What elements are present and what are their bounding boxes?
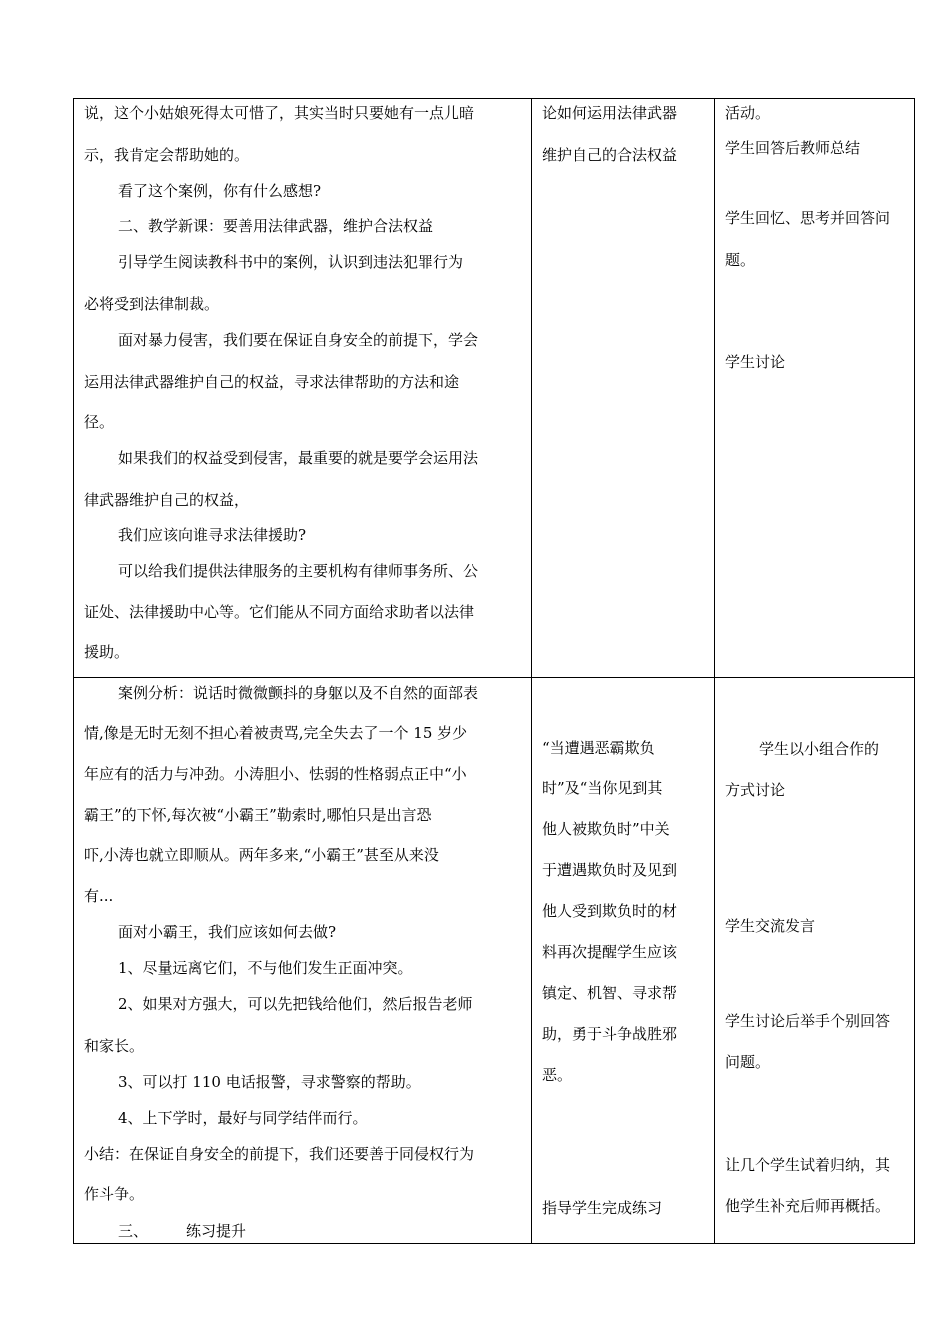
text-line: 可以给我们提供法律服务的主要机构有律师事务所、公 bbox=[118, 562, 479, 580]
lesson-plan-table bbox=[73, 98, 915, 1244]
text-line: 学生以小组合作的 bbox=[759, 740, 880, 758]
text-line: 让几个学生试着归纳，其 bbox=[725, 1156, 891, 1174]
teaching-content-cell bbox=[74, 99, 532, 678]
text-line: 面对小霸王，我们应该如何去做? bbox=[118, 923, 337, 941]
text-line: 论如何运用法律武器 bbox=[542, 104, 678, 122]
text-line: 径。 bbox=[84, 413, 115, 431]
student-activity-cell bbox=[715, 99, 915, 678]
text-line: 指导学生完成练习 bbox=[542, 1199, 663, 1217]
text-line: 如果我们的权益受到侵害，最重要的就是要学会运用法 bbox=[118, 449, 479, 467]
text-line: 料再次提醒学生应该 bbox=[542, 943, 678, 961]
text-line: 证处、法律援助中心等。它们能从不同方面给求助者以法律 bbox=[84, 603, 475, 621]
text-line: 看了这个案例，你有什么感想? bbox=[118, 182, 322, 200]
list-item: 3、可以打 110 电话报警，寻求警察的帮助。 bbox=[118, 1073, 421, 1091]
text-line: 他人被欺负时”中关 bbox=[542, 820, 670, 838]
text-line: 助，勇于斗争战胜邪 bbox=[542, 1025, 678, 1043]
text-line: 方式讨论 bbox=[725, 781, 786, 799]
text-line: 学生回忆、思考并回答问 bbox=[725, 209, 891, 227]
text-line: 学生回答后教师总结 bbox=[725, 139, 861, 157]
text-line: 援助。 bbox=[84, 643, 130, 661]
table-row bbox=[74, 99, 915, 678]
text-line: 和家长。 bbox=[84, 1037, 145, 1055]
text-line: 有... bbox=[84, 887, 114, 905]
text-line: 霸王”的下怀,每次被“小霸王”勒索时,哪怕只是出言恐 bbox=[84, 806, 432, 824]
text-line: 律武器维护自己的权益， bbox=[84, 491, 250, 509]
text-line: 问题。 bbox=[725, 1053, 771, 1071]
section-heading: 练习提升 bbox=[186, 1222, 247, 1240]
text-line: 案例分析：说话时微微颤抖的身躯以及不自然的面部表 bbox=[118, 684, 479, 702]
text-line: 面对暴力侵害，我们要在保证自身安全的前提下，学会 bbox=[118, 331, 479, 349]
list-item: 2、如果对方强大，可以先把钱给他们，然后报告老师 bbox=[118, 995, 473, 1013]
text-line: 学生讨论 bbox=[725, 353, 786, 371]
text-line: 时”及“当你见到其 bbox=[542, 779, 663, 797]
text-line: 恶。 bbox=[542, 1066, 573, 1084]
section-heading: 二、教学新课：要善用法律武器，维护合法权益 bbox=[118, 217, 434, 235]
text-line: 说，这个小姑娘死得太可惜了，其实当时只要她有一点儿暗 bbox=[84, 104, 475, 122]
text-line: “当遭遇恶霸欺负 bbox=[542, 739, 655, 757]
teaching-content-cell bbox=[74, 678, 532, 1244]
text-line: 年应有的活力与冲劲。小涛胆小、怯弱的性格弱点正中“小 bbox=[84, 765, 467, 783]
text-line: 镇定、机智、寻求帮 bbox=[542, 984, 678, 1002]
section-heading-number: 三、 bbox=[118, 1222, 149, 1240]
summary-line: 小结：在保证自身安全的前提下，我们还要善于同侵权行为 bbox=[84, 1145, 475, 1163]
text-line: 他人受到欺负时的材 bbox=[542, 902, 678, 920]
design-intent-cell bbox=[532, 678, 715, 1244]
text-line: 活动。 bbox=[725, 104, 771, 122]
text-line: 情,像是无时无刻不担心着被责骂,完全失去了一个 15 岁少 bbox=[84, 724, 468, 742]
text-line: 作斗争。 bbox=[84, 1185, 145, 1203]
list-item: 1、尽量远离它们，不与他们发生正面冲突。 bbox=[118, 959, 413, 977]
text-line: 学生交流发言 bbox=[725, 917, 816, 935]
text-line: 引导学生阅读教科书中的案例，认识到违法犯罪行为 bbox=[118, 253, 464, 271]
text-line: 运用法律武器维护自己的权益，寻求法律帮助的方法和途 bbox=[84, 373, 460, 391]
text-line: 吓,小涛也就立即顺从。两年多来,“小霸王”甚至从来没 bbox=[84, 846, 439, 864]
text-line: 我们应该向谁寻求法律援助? bbox=[118, 526, 307, 544]
text-line: 必将受到法律制裁。 bbox=[84, 295, 220, 313]
list-item: 4、上下学时，最好与同学结伴而行。 bbox=[118, 1109, 368, 1127]
table-row bbox=[74, 678, 915, 1244]
text-line: 于遭遇欺负时及见到 bbox=[542, 861, 678, 879]
design-intent-cell bbox=[532, 99, 715, 678]
student-activity-cell bbox=[715, 678, 915, 1244]
text-line: 他学生补充后师再概括。 bbox=[725, 1197, 891, 1215]
text-line: 学生讨论后举手个别回答 bbox=[725, 1012, 891, 1030]
text-line: 题。 bbox=[725, 251, 756, 269]
text-line: 示，我肯定会帮助她的。 bbox=[84, 146, 250, 164]
text-line: 维护自己的合法权益 bbox=[542, 146, 678, 164]
